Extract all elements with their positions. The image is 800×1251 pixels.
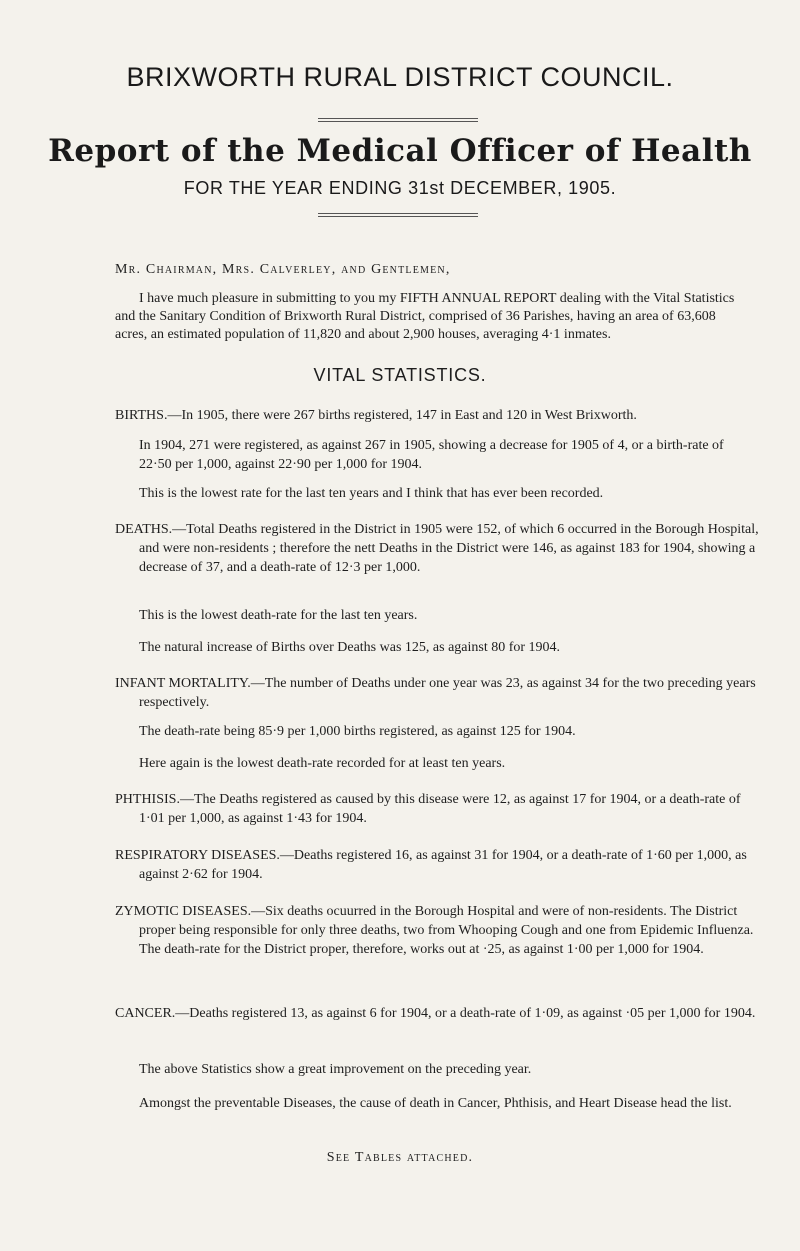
natural-increase: The natural increase of Births over Deaths was 125, as against 80 for 1904. bbox=[139, 640, 561, 655]
intro-paragraph: I have much pleasure in submitting to you my FIFTH ANNUAL REPORT dealing with the Vital Statistics and the Sanitary Condition of Brixworth Rural District, comprised of 36 Parishes, having an area of 63,608 acres, an estimated population of 11,820 and about 2,900 houses, averaging 4·1 inmates. bbox=[115, 291, 735, 342]
section-heading: VITAL STATISTICS. bbox=[313, 365, 487, 385]
council-heading: BRIXWORTH RURAL DISTRICT COUNCIL. bbox=[126, 62, 674, 92]
infant-note: Here again is the lowest death-rate recorded for at least ten years. bbox=[139, 756, 506, 771]
births-lead: BIRTHS.—In 1905, there were 267 births registered, 147 in East and 120 in West Brixworth. bbox=[115, 408, 637, 423]
summary-improvement: The above Statistics show a great improvement on the preceding year. bbox=[139, 1062, 532, 1077]
births-comparison: In 1904, 271 were registered, as against 267 in 1905, showing a decrease for 1905 of 4, or a birth-rate of 22·50 per 1,000, against 22·90 per 1,000 for 1904. bbox=[139, 438, 724, 472]
see-tables-note: See Tables attached. bbox=[326, 1150, 474, 1165]
salutation: Mr. Chairman, Mrs. Calverley, and Gentlemen, bbox=[115, 262, 451, 277]
deaths-note: This is the lowest death-rate for the last ten years. bbox=[139, 608, 418, 623]
top-rule-inner bbox=[318, 121, 478, 122]
top-rule bbox=[318, 118, 478, 119]
bottom-rule-inner bbox=[318, 216, 478, 217]
report-title: Report of the Medical Officer of Health bbox=[48, 133, 752, 169]
zymotic-paragraph: ZYMOTIC DISEASES.—Six deaths ocuurred in the Borough Hospital and were of non-residents. The District proper being responsible for only three deaths, two from Whooping Cough and one from Epidemic Influenza. The death-rate for the District proper, therefore, works out at ·25, as against 1·00 per 1,000 for 1904. bbox=[115, 904, 754, 957]
bottom-rule bbox=[318, 213, 478, 214]
year-line: FOR THE YEAR ENDING 31st DECEMBER, 1905. bbox=[183, 178, 617, 198]
infant-death-rate: The death-rate being 85·9 per 1,000 births registered, as against 125 for 1904. bbox=[139, 724, 576, 739]
infant-mortality-lead: INFANT MORTALITY.—The number of Deaths under one year was 23, as against 34 for the two preceding years respectively. bbox=[115, 676, 756, 710]
births-note: This is the lowest rate for the last ten years and I think that has ever been recorded. bbox=[139, 486, 604, 501]
deaths-lead: DEATHS.—Total Deaths registered in the District in 1905 were 152, of which 6 occurred in the Borough Hospital, and were non-residents ; therefore the nett Deaths in the District were 146, as against 183 for 1904, showing a decrease of 37, and a death-rate of 12·3 per 1,000. bbox=[115, 522, 759, 575]
respiratory-paragraph: RESPIRATORY DISEASES.—Deaths registered 16, as against 31 for 1904, or a death-rate of 1·60 per 1,000, as against 2·62 for 1904. bbox=[115, 848, 747, 882]
phthisis-paragraph: PHTHISIS.—The Deaths registered as caused by this disease were 12, as against 17 for 1904, or a death-rate of 1·01 per 1,000, as against 1·43 for 1904. bbox=[115, 792, 741, 826]
cancer-paragraph: CANCER.—Deaths registered 13, as against 6 for 1904, or a death-rate of 1·09, as against ·05 per 1,000 for 1904. bbox=[115, 1006, 756, 1021]
summary-preventable: Amongst the preventable Diseases, the cause of death in Cancer, Phthisis, and Heart Disease head the list. bbox=[139, 1096, 732, 1111]
